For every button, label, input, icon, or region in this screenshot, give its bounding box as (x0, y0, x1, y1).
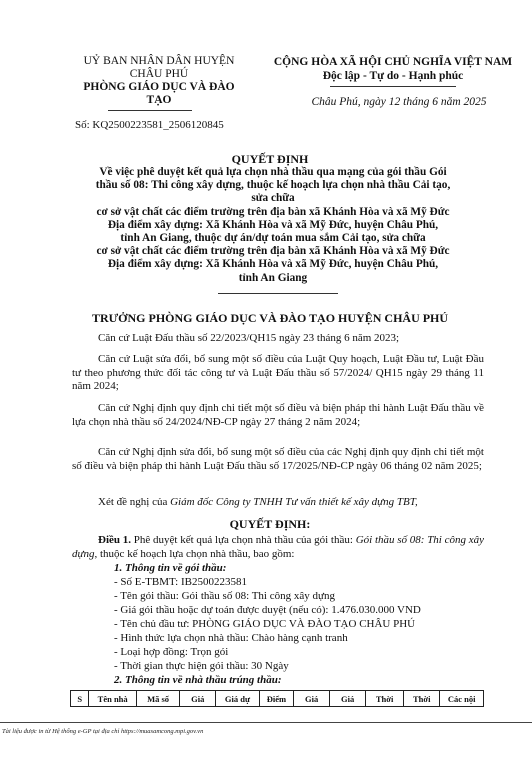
subject-line: sửa chữa (251, 192, 295, 205)
table-header-row (71, 691, 484, 707)
table-header-cell: Điểm (259, 691, 293, 707)
package-info-item: - Loại hợp đồng: Trọn gói (114, 646, 229, 658)
ground-text: Căn cứ Luật sửa đổi, bổ sung một số điều của Luật Quy hoạch, Luật Đầu tư, Luật Đầu tư theo phương thức đối tác công tư và Luật Đấu thầu số 57/2024/ QH15 ngày 29 tháng 11 năm 2024; (72, 353, 484, 393)
ground-paragraph (72, 332, 484, 346)
package-info-item: - Số E-TBMT: IB2500223581 (114, 576, 247, 588)
ground-paragraph (72, 353, 484, 394)
subject-line: Địa điểm xây dựng: Xã Khánh Hòa và xã Mỹ Đức, huyện Châu Phú, (107, 258, 439, 271)
package-info-item: - Hình thức lựa chọn nhà thầu: Chào hàng cạnh tranh (114, 632, 348, 644)
article-1-text-a: Phê duyệt kết quả lựa chọn nhà thầu của gói thầu: (131, 534, 356, 546)
proposal-consultant: Giám đốc Công ty TNHH Tư vấn thiết kế xây dựng TBT, (170, 496, 418, 508)
package-info-item: - Tên chủ đầu tư: PHÒNG GIÁO DỤC VÀ ĐÀO TẠO CHÂU PHÚ (114, 618, 416, 630)
decides-title: QUYẾT ĐỊNH: (229, 517, 311, 531)
subject-line: tỉnh An Giang (238, 271, 308, 284)
agency-line-1: UỶ BAN NHÂN DÂN HUYỆN (83, 55, 235, 67)
article-1-label: Điều 1. (98, 534, 131, 546)
agency-line-3: PHÒNG GIÁO DỤC VÀ ĐÀO (83, 81, 235, 93)
subject-line: cơ sở vật chất các điểm trường trên địa bàn xã Khánh Hòa và xã Mỹ Đức (96, 205, 450, 218)
motto: Độc lập - Tự do - Hạnh phúc (322, 70, 464, 82)
national-motto-block (258, 55, 528, 83)
ground-text: Căn cứ Luật Đấu thầu số 22/2023/QH15 ngày 23 tháng 6 năm 2023; (98, 332, 400, 344)
table-header-cell: Giá (294, 691, 330, 707)
subject-line: thầu số 08: Thi công xây dựng, thuộc kế hoạch lựa chọn nhà thầu Cải tạo, (95, 179, 451, 192)
subject-underline (218, 293, 338, 294)
subject-line: Địa điểm xây dựng: Xã Khánh Hòa và xã Mỹ Đức, huyện Châu Phú, (107, 218, 439, 231)
package-info-item: - Giá gói thầu hoặc dự toán được duyệt (nếu có): 1.476.030.000 VND (114, 604, 421, 616)
authority-title: TRƯỞNG PHÒNG GIÁO DỤC VÀ ĐÀO TẠO HUYỆN CHÂU PHÚ (91, 311, 449, 325)
agency-underline (108, 110, 192, 111)
document-number: Số: KQ2500223581_2506120845 (75, 119, 224, 131)
package-info-item: - Tên gói thầu: Gói thầu số 08: Thi công xây dựng (114, 590, 335, 602)
section-2-title: 2. Thông tin về nhà thầu trúng thầu: (114, 674, 282, 686)
winning-contractor-table (70, 690, 484, 707)
agency-line-4: TẠO (146, 94, 172, 106)
subject-line: Về việc phê duyệt kết quả lựa chọn nhà thầu qua mạng của gói thầu Gói (99, 166, 447, 178)
country-name: CỘNG HÒA XÃ HỘI CHỦ NGHĨA VIỆT NAM (273, 56, 513, 68)
table-header-cell: Thời (366, 691, 404, 707)
article-1 (72, 534, 484, 561)
table-header-cell: Mã số (136, 691, 179, 707)
issue-date: Châu Phú, ngày 12 tháng 6 năm 2025 (311, 96, 487, 108)
table-header-cell: Giá (180, 691, 216, 707)
ground-text: Căn cứ Nghị định sửa đổi, bổ sung một số điều của các Nghị định quy định chi tiết một số điều và biện pháp thi hành Luật Đấu thầu số 17/2025/NĐ-CP ngày 06 tháng 02 năm 2025; (72, 446, 484, 472)
agency-line-2: CHÂU PHÚ (129, 68, 189, 80)
section-1-title: 1. Thông tin về gói thầu: (114, 562, 227, 574)
ground-paragraph (72, 402, 484, 429)
proposal-paragraph (72, 496, 484, 510)
ground-paragraph (72, 446, 484, 473)
footer-divider (0, 722, 532, 723)
article-1-package: Gói thầu số 08: Thi công xây dựng (72, 534, 485, 560)
decision-subject (70, 166, 476, 285)
table-header-cell: Các nội (440, 691, 484, 707)
article-1-text-b: , thuộc kế hoạch lựa chọn nhà thầu, bao gồm: (94, 547, 295, 560)
subject-line: cơ sở vật chất các điểm trường trên địa bàn xã Khánh Hòa và xã Mỹ Đức (96, 245, 450, 258)
print-source-footer: Tài liệu được in từ Hệ thống e-GP tại địa chỉ https://muasamcong.mpi.gov.vn (2, 728, 204, 735)
proposal-prefix: Xét đề nghị của (98, 496, 171, 508)
issuing-agency-block (64, 55, 254, 107)
table-header-cell: S (71, 691, 89, 707)
subject-line: tỉnh An Giang, thuộc dự án/dự toán mua sắm Cải tạo, sửa chữa (120, 232, 426, 245)
motto-underline (330, 86, 456, 87)
table-header-cell: Giá (330, 691, 366, 707)
table-header-cell: Thời (404, 691, 440, 707)
package-info-item: - Thời gian thực hiện gói thầu: 30 Ngày (114, 660, 289, 672)
decision-title: QUYẾT ĐỊNH (231, 152, 309, 166)
ground-text: Căn cứ Nghị định quy định chi tiết một số điều và biện pháp thi hành Luật Đấu thầu về lựa chọn nhà thầu số 24/2024/NĐ-CP ngày 27 tháng 2 năm 2024; (72, 402, 484, 428)
table-header-cell: Giá dự (216, 691, 260, 707)
table-header-cell: Tên nhà (89, 691, 136, 707)
